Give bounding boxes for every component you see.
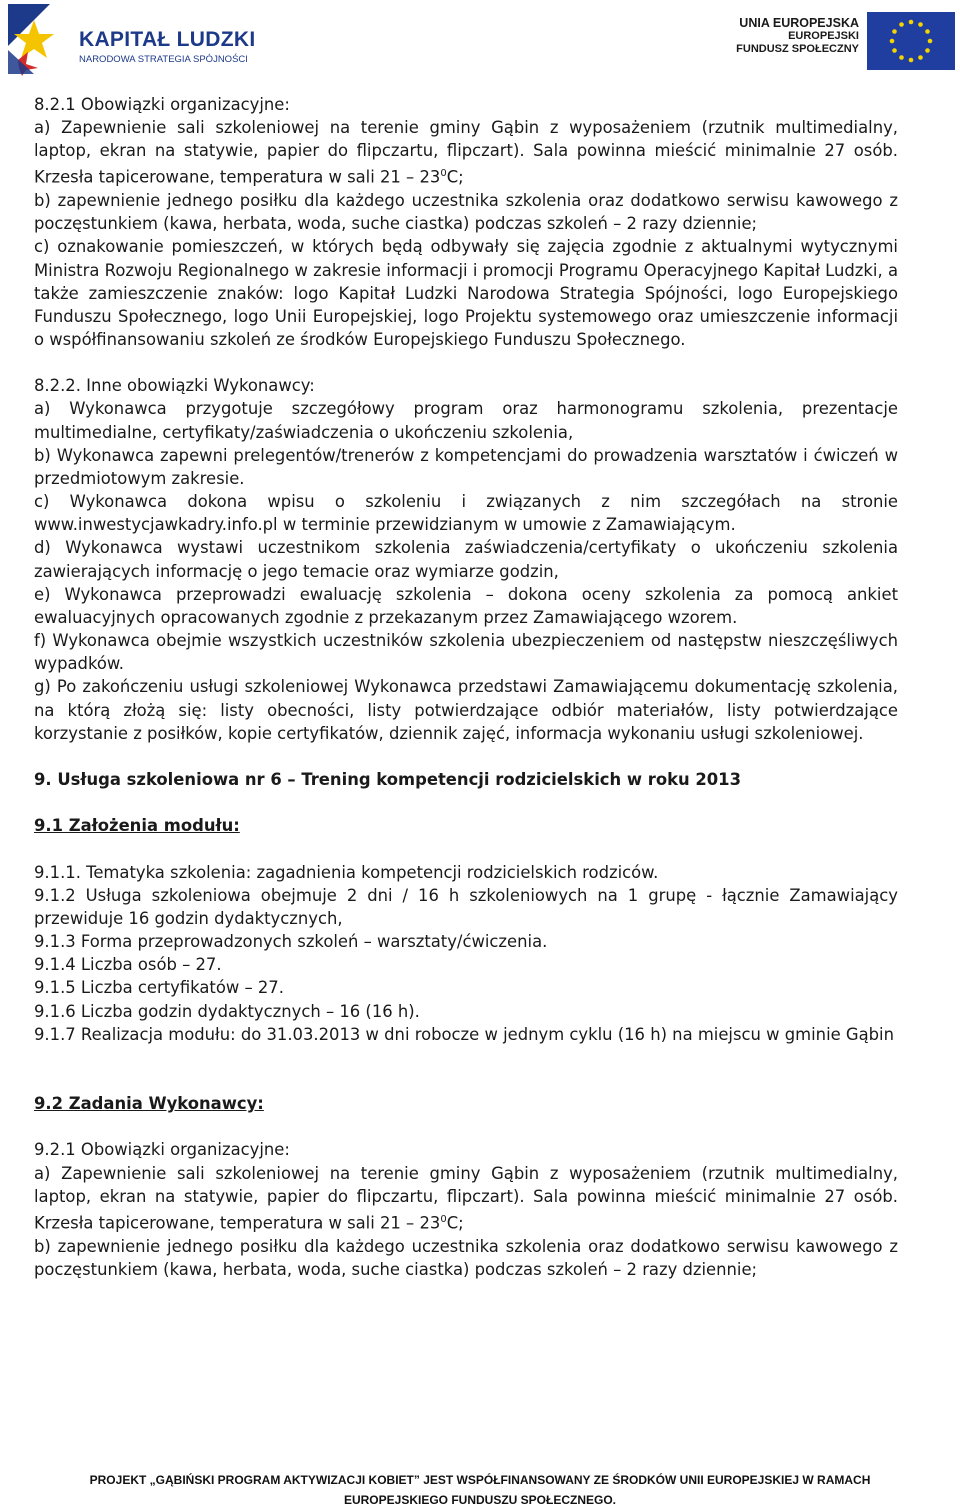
eu-flag-icon xyxy=(867,12,955,70)
eu-logo-line2: EUROPEJSKI xyxy=(788,30,859,43)
paragraph-8-2-1-a xyxy=(34,116,898,189)
kapital-ludzki-star-icon xyxy=(4,2,64,76)
section-9-2-heading: 9.2 Zadania Wykonawcy: xyxy=(34,1094,264,1114)
paragraph-8-2-2-g: g) Po zakończeniu usługi szkoleniowej Wykonawca przedstawi Zamawiającemu dokumentację szkolenia, na którą złożą się: listy obecności, listy potwierdzające odbiór materiałów, listy potwierdzające korzystanie z posiłków, kopie certyfikatów, dziennik zajęć, informacja wykonaniu usługi szkoleniowej. xyxy=(34,677,898,743)
section-9-2-1-heading: 9.2.1 Obowiązki organizacyjne: xyxy=(34,1140,290,1160)
paragraph-8-2-2-b: b) Wykonawca zapewni prelegentów/trenerów z kompetencjami do prowadzenia warsztatów i ćwiczeń w przedmiotowym zakresie. xyxy=(34,445,898,488)
paragraph-8-2-1-b: b) zapewnienie jednego posiłku dla każdego uczestnika szkolenia oraz dodatkowo serwisu kawowego z poczęstunkiem (kawa, herbata, woda, suche ciastka) podczas szkoleń – 2 razy dziennie; xyxy=(34,191,898,234)
kapital-ludzki-logo xyxy=(4,2,254,76)
item-9-1-4: 9.1.4 Liczba osób – 27. xyxy=(34,955,222,975)
section-9-heading: 9. Usługa szkoleniowa nr 6 – Trening kompetencji rodzicielskich w roku 2013 xyxy=(34,769,741,789)
paragraph-8-2-1-c: c) oznakowanie pomieszczeń, w których będą odbywały się zajęcia zgodnie z aktualnymi wytycznymi Ministra Rozwoju Regionalnego w zakresie informacji i promocji Programu Operacyjnego Kapitał Ludzki, a także zamieszczenie znaków: logo Kapitał Ludzki Narodowa Strategia Spójności, logo Europejskiego Funduszu Społecznego, logo Unii Europejskiej, logo Projektu systemowego oraz umieszczenie informacji o współfinansowaniu szkoleń ze środków Europejskiego Funduszu Społecznego. xyxy=(34,237,898,350)
paragraph-9-2-1-b: b) zapewnienie jednego posiłku dla każdego uczestnika szkolenia oraz dodatkowo serwisu kawowego z poczęstunkiem (kawa, herbata, woda, suche ciastka) podczas szkoleń – 2 razy dziennie; xyxy=(34,1236,898,1279)
section-8-2-1-heading: 8.2.1 Obowiązki organizacyjne: xyxy=(34,95,290,114)
item-9-1-1: 9.1.1. Tematyka szkolenia: zagadnienia kompetencji rodzicielskich rodziców. xyxy=(34,862,659,882)
paragraph-8-2-2-a: a) Wykonawca przygotuje szczegółowy program oraz harmonogramu szkolenia, prezentacje multimedialne, certyfikaty/zaświadczenia o ukończeniu szkolenia, xyxy=(34,399,898,442)
paragraph-end: C; xyxy=(446,167,464,187)
item-9-1-7: 9.1.7 Realizacja modułu: do 31.03.2013 w dni robocze w jednym cyklu (16 h) na miejscu w gminie Gąbin xyxy=(34,1024,895,1044)
paragraph-end: C; xyxy=(446,1213,464,1233)
item-9-1-6: 9.1.6 Liczba godzin dydaktycznych – 16 (16 h). xyxy=(34,1001,420,1021)
section-9-1-heading: 9.1 Założenia modułu: xyxy=(34,816,240,836)
paragraph-text: a) Zapewnienie sali szkoleniowej na terenie gminy Gąbin z wyposażeniem (rzutnik multimedialny, laptop, ekran na statywie, papier do flipczartu, flipczart). Sala powinna mieścić minimalnie 27 osób. Krzesła tapicerowane, temperatura w sali 21 – 23 xyxy=(34,118,898,187)
logo-subtitle: NARODOWA STRATEGIA SPÓJNOŚCI xyxy=(79,54,248,65)
paragraph-9-2-1-a xyxy=(34,1162,898,1235)
paragraph-8-2-2-e: e) Wykonawca przeprowadzi ewaluację szkolenia – dokona oceny szkolenia za pomocą ankiet ewaluacyjnych opracowanych zgodnie z przekazanym przez Zamawiającego wzorem. xyxy=(34,584,898,627)
eu-logo-line3: FUNDUSZ SPOŁECZNY xyxy=(736,43,859,56)
item-9-1-5: 9.1.5 Liczba certyfikatów – 27. xyxy=(34,978,284,998)
eu-logo-line1: UNIA EUROPEJSKA xyxy=(739,16,859,30)
item-9-1-2: 9.1.2 Usługa szkoleniowa obejmuje 2 dni / 16 h szkoleniowych na 1 grupę - łącznie Zamawiający przewiduje 16 godzin dydaktycznych, xyxy=(34,885,898,928)
page-footer xyxy=(0,1470,960,1505)
paragraph-8-2-2-c: c) Wykonawca dokona wpisu o szkoleniu i związanych z nim szczegółach na stronie www.inwestycjawkadry.info.pl w terminie przewidzianym w umowie z Zamawiającym. xyxy=(34,492,898,535)
paragraph-8-2-2-f: f) Wykonawca obejmie wszystkich uczestników szkolenia ubezpieczeniem od następstw nieszczęśliwych wypadków. xyxy=(34,631,898,674)
degree-superscript: 0 xyxy=(440,168,447,180)
section-8-2-2-heading: 8.2.2. Inne obowiązki Wykonawcy: xyxy=(34,376,315,396)
eu-logo-text xyxy=(735,16,859,56)
item-9-1-3: 9.1.3 Forma przeprowadzonych szkoleń – warsztaty/ćwiczenia. xyxy=(34,932,548,952)
eu-logo xyxy=(735,12,957,70)
footer-line2: EUROPEJSKIEGO FUNDUSZU SPOŁECZNEGO. xyxy=(343,1493,617,1505)
degree-superscript: 0 xyxy=(440,1213,447,1225)
paragraph-text: a) Zapewnienie sali szkoleniowej na terenie gminy Gąbin z wyposażeniem (rzutnik multimedialny, laptop, ekran na statywie, papier do flipczartu, flipczart). Sala powinna mieścić minimalnie 27 osób. Krzesła tapicerowane, temperatura w sali 21 – 23 xyxy=(34,1163,898,1233)
paragraph-8-2-2-d: d) Wykonawca wystawi uczestnikom szkolenia zaświadczenia/certyfikaty o ukończeniu szkolenia zawierających informację o jego temacie oraz wymiarze godzin, xyxy=(34,538,898,581)
document-body xyxy=(34,93,898,1281)
footer-line1: PROJEKT „GĄBIŃSKI PROGRAM AKTYWIZACJI KOBIET” JEST WSPÓŁFINANSOWANY ZE ŚRODKÓW UNII EUROPEJSKIEJ W RAMACH xyxy=(89,1473,871,1487)
logo-title: KAPITAŁ LUDZKI xyxy=(79,28,256,51)
